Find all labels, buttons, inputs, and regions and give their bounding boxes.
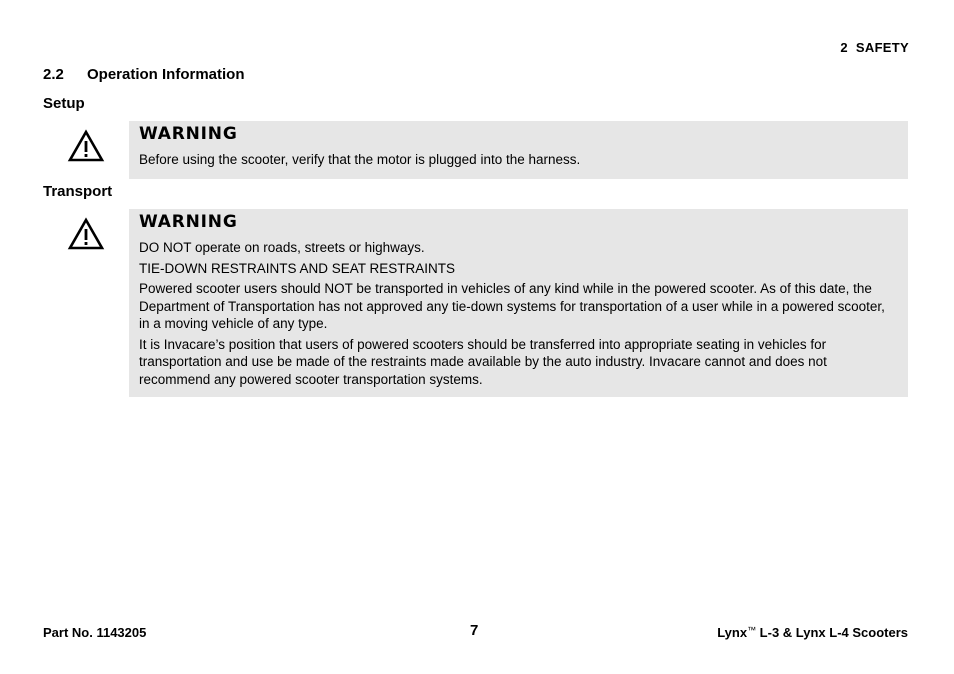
warning-text: Powered scooter users should NOT be transported in vehicles of any kind while in the powered scooter. As of this date, the Department of Transportation has not approved any tie-down systems for transportation of a user while in a powered scooter, in a moving vehicle of any type. [139,281,885,331]
warning-triangle-icon [67,129,105,163]
trademark-symbol: ™ [747,625,757,635]
warning-text: Before using the scooter, verify that the motor is plugged into the harness. [139,152,581,167]
section-title: Operation Information [87,66,245,83]
warning-text: DO NOT operate on roads, streets or highways. [139,240,425,255]
part-number: Part No. 1143205 [43,625,147,640]
setup-warning-box [129,121,908,179]
warning-text: TIE-DOWN RESTRAINTS AND SEAT RESTRAINTS [139,260,456,276]
transport-heading: Transport [43,183,113,200]
warning-triangle-icon [67,217,105,251]
warning-title: WARNING [139,124,238,144]
section-number: 2.2 [43,66,64,83]
setup-heading: Setup [43,95,85,112]
product-name [717,625,908,640]
section-heading [43,66,245,83]
header-section-number: 2 [840,40,848,55]
header-section-title: SAFETY [855,40,909,55]
warning-title: WARNING [139,212,238,232]
transport-warning-box [129,209,908,397]
product-model: L-3 & Lynx L-4 Scooters [756,625,908,640]
warning-text: It is Invacare’s position that users of powered scooters should be transferred into appropriate seating in vehicles for transportation and use be made of the restraints made available by the auto industry. Invacare cannot and does not recommend any powered scooter transportation systems. [139,336,827,387]
page-number: 7 [470,622,479,639]
running-header [840,40,909,55]
product-brand: Lynx [717,625,748,640]
